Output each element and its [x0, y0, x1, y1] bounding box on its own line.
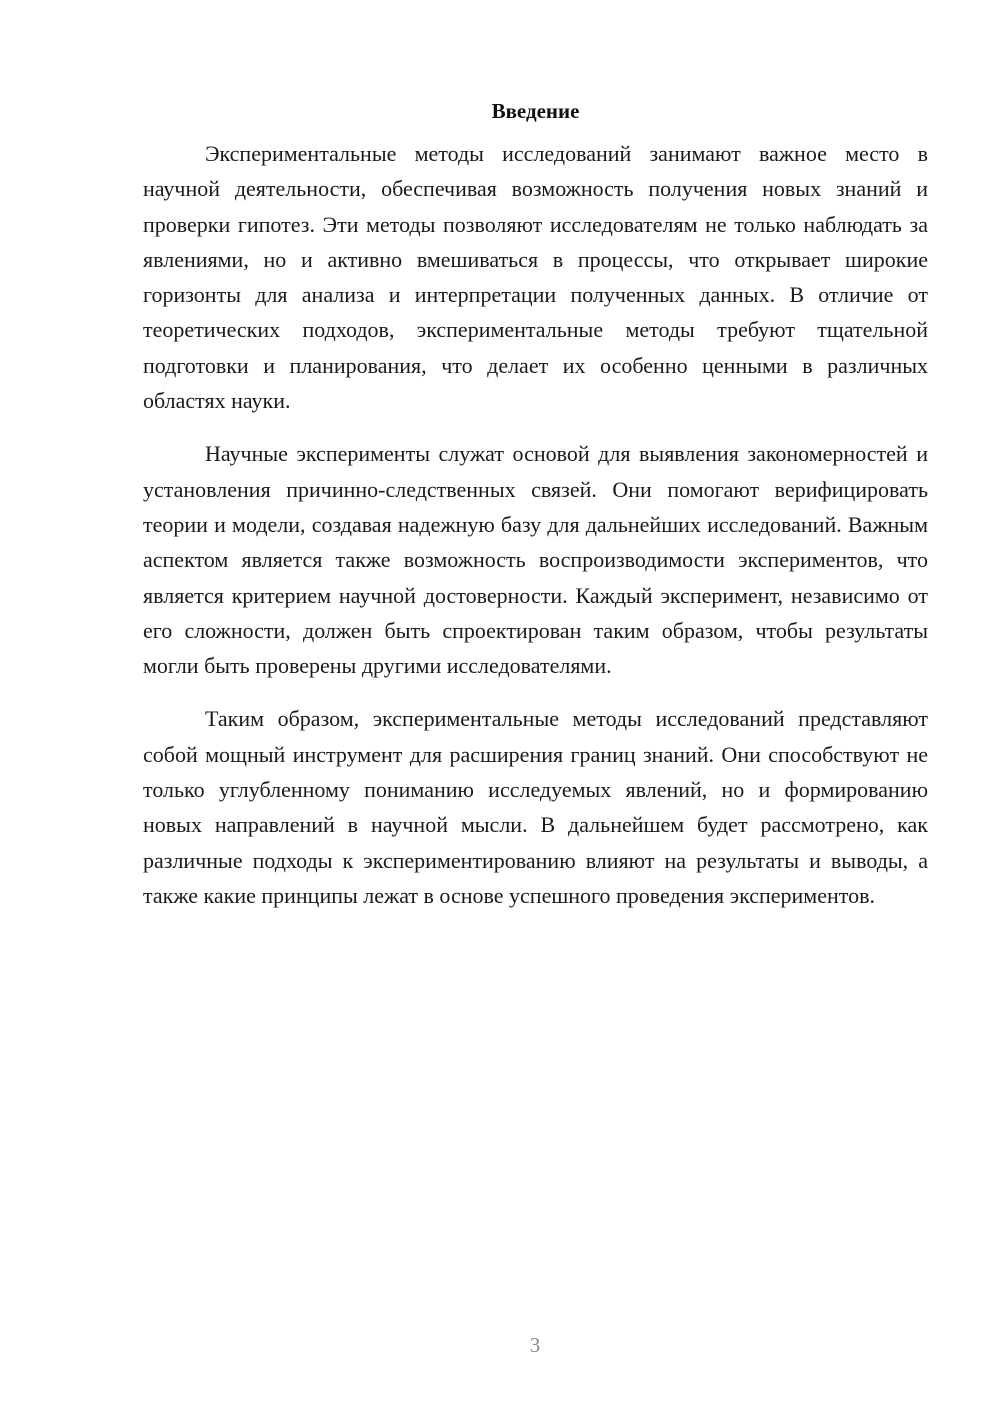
paragraph-1: Экспериментальные методы исследований занимают важное место в научной деятельности, обеспечивая возможность получения новых знаний и проверки гипотез. Эти методы позволяют исследователям не только наблюдать за явлениями, но и активно вмешиваться в процессы, что открывает широкие горизонты для анализа и интерпретации полученных данных. В отличие от теоретических подходов, экспериментальные методы требуют тщательной подготовки и планирования, что делает их особенно ценными в различных областях науки.: [143, 141, 928, 414]
page-content: [143, 96, 928, 931]
paragraph-2: Научные эксперименты служат основой для выявления закономерностей и установления причинно-следственных связей. Они помогают верифицировать теории и модели, создавая надежную базу для дальнейших исследований. Важным аспектом является также возможность воспроизводимости экспериментов, что является критерием научной достоверности. Каждый эксперимент, независимо от его сложности, должен быть спроектирован таким образом, чтобы результаты могли быть проверены другими исследователями.: [143, 441, 928, 679]
section-heading: Введение: [491, 99, 580, 123]
paragraph-3: Таким образом, экспериментальные методы исследований представляют собой мощный инструмент для расширения границ знаний. Они способствуют не только углубленному пониманию исследуемых явлений, но и формированию новых направлений в научной мысли. В дальнейшем будет рассмотрено, как различные подходы к экспериментированию влияют на результаты и выводы, а также какие принципы лежат в основе успешного проведения экспериментов.: [143, 706, 928, 908]
page-number: 3: [529, 1333, 541, 1357]
